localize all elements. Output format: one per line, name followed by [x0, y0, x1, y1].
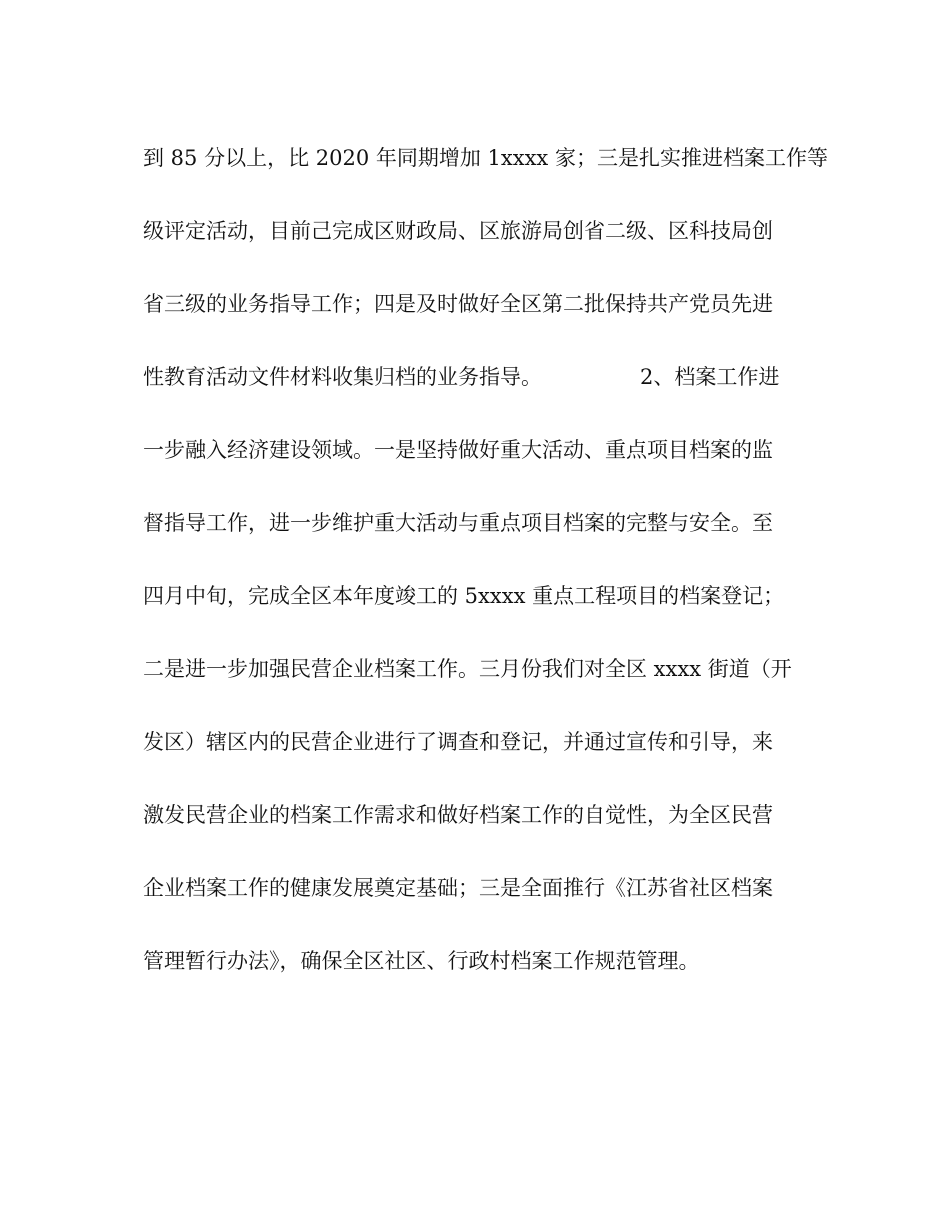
text-line-7: 四月中旬，完成全区本年度竣工的 5xxxx 重点工程项目的档案登记； — [143, 584, 785, 608]
text-line-11: 企业档案工作的健康发展奠定基础；三是全面推行《江苏省社区档案 — [143, 876, 773, 900]
text-line-12: 管理暂行办法》，确保全区社区、行政村档案工作规范管理。 — [143, 949, 700, 973]
text-line-4 — [143, 357, 813, 430]
body-paragraph — [143, 138, 828, 1014]
text-line-2: 级评定活动，目前己完成区财政局、区旅游局创省二级、区科技局创 — [143, 219, 773, 243]
text-line-10: 激发民营企业的档案工作需求和做好档案工作的自觉性，为全区民营 — [143, 803, 773, 827]
text-line-4-end: 2、档案工作进 — [640, 365, 780, 389]
text-line-8: 二是进一步加强民营企业档案工作。三月份我们对全区 xxxx 街道（开 — [143, 657, 792, 681]
text-line-5: 一步融入经济建设领域。一是坚持做好重大活动、重点项目档案的监 — [143, 438, 773, 462]
text-line-1: 到 85 分以上，比 2020 年同期增加 1xxxx 家；三是扎实推进档案工作等 — [143, 146, 828, 170]
text-line-3: 省三级的业务指导工作；四是及时做好全区第二批保持共产党员先进 — [143, 292, 773, 316]
text-line-9: 发区）辖区内的民营企业进行了调查和登记，并通过宣传和引导，来 — [143, 730, 773, 754]
text-line-4-start: 性教育活动文件材料收集归档的业务指导。 — [143, 365, 542, 389]
text-line-6: 督指导工作，进一步维护重大活动与重点项目档案的完整与安全。至 — [143, 511, 773, 535]
